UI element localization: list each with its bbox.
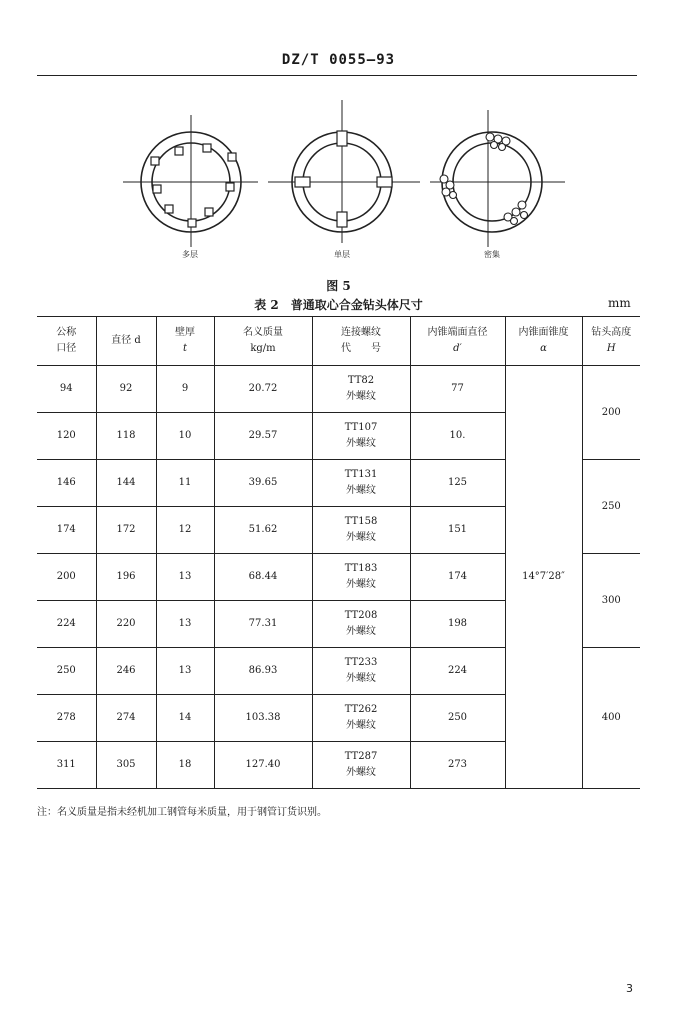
- cell-mass: 20.72: [214, 366, 312, 413]
- cell-wall: 13: [156, 648, 214, 695]
- cell-wall: 18: [156, 742, 214, 789]
- cell-nominal: 250: [37, 648, 96, 695]
- cell-inner-diameter: 151: [410, 507, 505, 554]
- cell-mass: 51.62: [214, 507, 312, 554]
- cell-thread: TT208 外螺纹: [312, 601, 410, 648]
- cell-mass: 86.93: [214, 648, 312, 695]
- cell-nominal: 200: [37, 554, 96, 601]
- header-taper: 内锥面锥度 α: [505, 317, 582, 366]
- cell-mass: 29.57: [214, 413, 312, 460]
- header-inner-diameter: 内锥端面直径 d′: [410, 317, 505, 366]
- figure-caption: 图 5: [326, 279, 351, 293]
- cell-height: 200: [582, 366, 640, 460]
- cell-nominal: 94: [37, 366, 96, 413]
- cell-inner-diameter: 174: [410, 554, 505, 601]
- cell-inner-diameter: 224: [410, 648, 505, 695]
- cell-inner-diameter: 273: [410, 742, 505, 789]
- header-rule: [37, 75, 637, 76]
- cell-inner-diameter: 198: [410, 601, 505, 648]
- cell-diameter: 246: [96, 648, 156, 695]
- cell-taper: 14°7′28″: [505, 366, 582, 789]
- table-note: 注：名义质量是指未经机加工钢管每米质量，用于钢管订货识别。: [37, 807, 327, 818]
- cell-thread: TT107 外螺纹: [312, 413, 410, 460]
- cell-diameter: 274: [96, 695, 156, 742]
- cell-inner-diameter: 10.: [410, 413, 505, 460]
- cell-wall: 11: [156, 460, 214, 507]
- cell-diameter: 118: [96, 413, 156, 460]
- cell-thread: TT82 外螺纹: [312, 366, 410, 413]
- cell-thread: TT158 外螺纹: [312, 507, 410, 554]
- cell-nominal: 278: [37, 695, 96, 742]
- table-caption: 表 2 普通取心合金钻头体尺寸: [254, 298, 423, 312]
- cell-nominal: 120: [37, 413, 96, 460]
- cell-mass: 127.40: [214, 742, 312, 789]
- cell-wall: 13: [156, 554, 214, 601]
- header-thread: 连接螺纹 代 号: [312, 317, 410, 366]
- cell-thread: TT131 外螺纹: [312, 460, 410, 507]
- cell-nominal: 174: [37, 507, 96, 554]
- multilayer-bit-drawing: [123, 115, 258, 247]
- cell-nominal: 224: [37, 601, 96, 648]
- header-diameter: 直径 d: [96, 317, 156, 366]
- cell-thread: TT287 外螺纹: [312, 742, 410, 789]
- cell-wall: 14: [156, 695, 214, 742]
- cell-nominal: 311: [37, 742, 96, 789]
- cell-diameter: 196: [96, 554, 156, 601]
- cell-mass: 103.38: [214, 695, 312, 742]
- cell-mass: 68.44: [214, 554, 312, 601]
- page-number: 3: [626, 982, 633, 995]
- cell-thread: TT262 外螺纹: [312, 695, 410, 742]
- cell-inner-diameter: 77: [410, 366, 505, 413]
- cell-thread: TT183 外螺纹: [312, 554, 410, 601]
- single-layer-bit-drawing: [268, 100, 420, 243]
- cell-diameter: 220: [96, 601, 156, 648]
- cell-wall: 12: [156, 507, 214, 554]
- cell-diameter: 172: [96, 507, 156, 554]
- cell-height: 250: [582, 460, 640, 554]
- figure-label-single: 单层: [334, 250, 350, 259]
- cell-diameter: 144: [96, 460, 156, 507]
- cell-wall: 10: [156, 413, 214, 460]
- cell-nominal: 146: [37, 460, 96, 507]
- header-height: 钻头高度 H: [582, 317, 640, 366]
- cell-diameter: 305: [96, 742, 156, 789]
- cell-thread: TT233 外螺纹: [312, 648, 410, 695]
- table-unit: mm: [608, 296, 631, 310]
- cell-diameter: 92: [96, 366, 156, 413]
- header-wall: 壁厚 t: [156, 317, 214, 366]
- figure-label-dense: 密集: [484, 250, 500, 259]
- table-row: [37, 366, 640, 413]
- cell-wall: 9: [156, 366, 214, 413]
- cell-mass: 77.31: [214, 601, 312, 648]
- cell-inner-diameter: 125: [410, 460, 505, 507]
- cell-mass: 39.65: [214, 460, 312, 507]
- figure-5-drawings: [0, 95, 677, 265]
- header-mass: 名义质量 kg/m: [214, 317, 312, 366]
- figure-label-multilayer: 多层: [182, 250, 198, 259]
- dense-bit-drawing: [430, 110, 565, 247]
- cell-height: 300: [582, 554, 640, 648]
- drill-bit-dimension-table: [37, 316, 640, 789]
- cell-inner-diameter: 250: [410, 695, 505, 742]
- cell-height: 400: [582, 648, 640, 789]
- standard-code: DZ/T 0055—93: [281, 52, 396, 68]
- cell-wall: 13: [156, 601, 214, 648]
- table-header-row: [37, 317, 640, 366]
- header-nominal: 公称 口径: [37, 317, 96, 366]
